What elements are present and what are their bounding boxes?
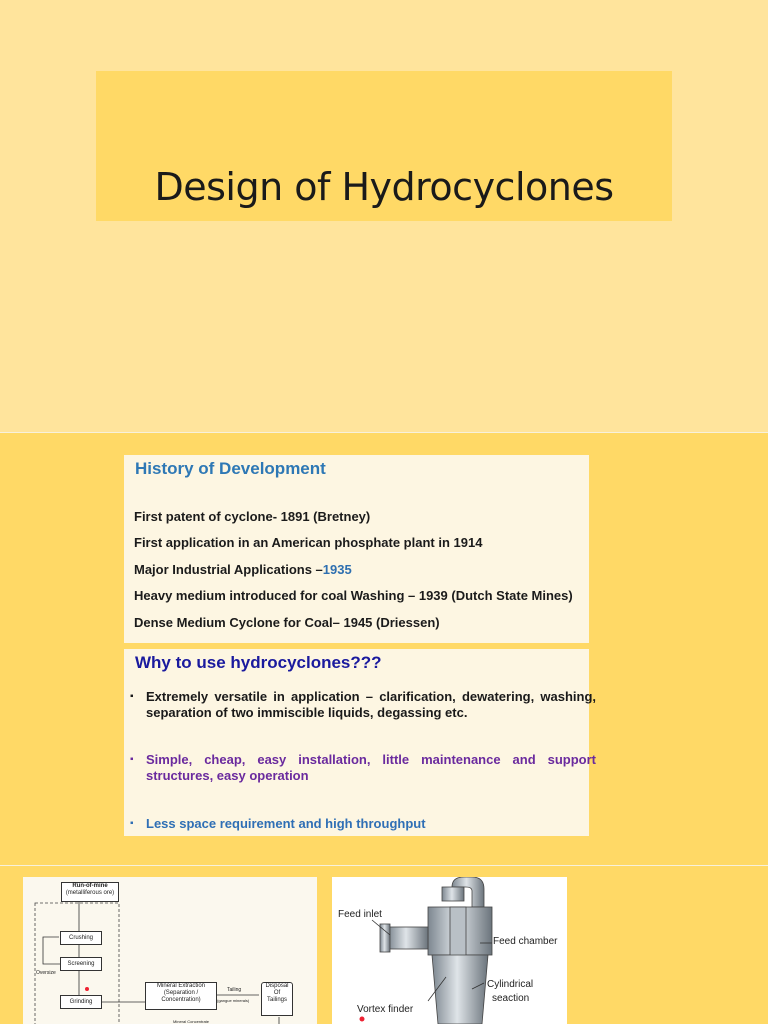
run-of-mine-box: [61, 882, 119, 902]
history-item: First application in an American phosphate plant in 1914: [134, 535, 483, 550]
separation-label: (Separation /: [163, 990, 199, 996]
concentration-label: Concentration): [161, 997, 201, 1003]
tailing-label: Tailing: [227, 987, 242, 993]
run-of-mine-label: Run-of-mine: [72, 883, 108, 889]
grinding-box: [60, 995, 102, 1009]
mineral-extraction-box: [145, 982, 217, 1010]
disposal-label-2: Of: [273, 990, 281, 996]
why-bullet: ▪ Extremely versatile in application – clarification, dewatering, washing, separation of two immiscible liquids, degassing etc.: [130, 689, 596, 721]
cylindrical-label-2: seaction: [492, 993, 530, 1004]
hydrocyclone-drawing: [332, 877, 567, 1024]
history-item: Heavy medium introduced for coal Washing – 1939 (Dutch State Mines): [134, 588, 573, 603]
hydrocyclone-diagram: [332, 877, 567, 1024]
title-slide: [0, 0, 768, 432]
history-item: [134, 562, 352, 577]
why-panel: [124, 649, 596, 836]
mineral-extraction-label: Mineral Extraction: [156, 983, 206, 989]
mineral-concentrate-label: Mineral Concentrate: [173, 1019, 210, 1024]
why-heading: Why to use hydrocyclones???: [135, 653, 382, 672]
feed-inlet-label: Feed inlet: [338, 909, 382, 920]
oversize-label: Oversize: [36, 970, 56, 976]
highlight-year: 1935: [322, 562, 352, 577]
disposal-box: [261, 982, 293, 1016]
slide-title: Design of Hydrocyclones: [154, 165, 614, 209]
crushing-box: [60, 931, 102, 945]
crushing-label: Crushing: [68, 935, 93, 941]
run-of-mine-sub: (metalliferous ore): [65, 890, 115, 896]
process-flowchart: [23, 877, 317, 1024]
history-item-text: Major Industrial Applications –: [134, 562, 323, 577]
screening-box: [60, 957, 102, 971]
screening-label: Screening: [67, 961, 95, 967]
history-heading: History of Development: [135, 459, 326, 478]
disposal-label-3: Tailings: [266, 997, 287, 1003]
why-bullet: ▪ Simple, cheap, easy installation, little maintenance and support structures, easy operation: [130, 752, 596, 784]
history-panel: [124, 455, 589, 643]
vortex-finder-label: Vortex finder: [357, 1004, 414, 1015]
feed-chamber-label: Feed chamber: [493, 936, 558, 947]
history-item: First patent of cyclone- 1891 (Bretney): [134, 509, 371, 524]
history-item: Dense Medium Cyclone for Coal– 1945 (Driessen): [134, 615, 440, 630]
grinding-label: Grinding: [69, 999, 93, 1005]
cylindrical-label-1: Cylindrical: [487, 979, 534, 990]
gangue-label: (gangue minerals): [217, 998, 250, 1003]
disposal-label-1: Disposal: [265, 983, 289, 989]
why-bullet: ▪ Less space requirement and high throughput: [130, 816, 596, 832]
